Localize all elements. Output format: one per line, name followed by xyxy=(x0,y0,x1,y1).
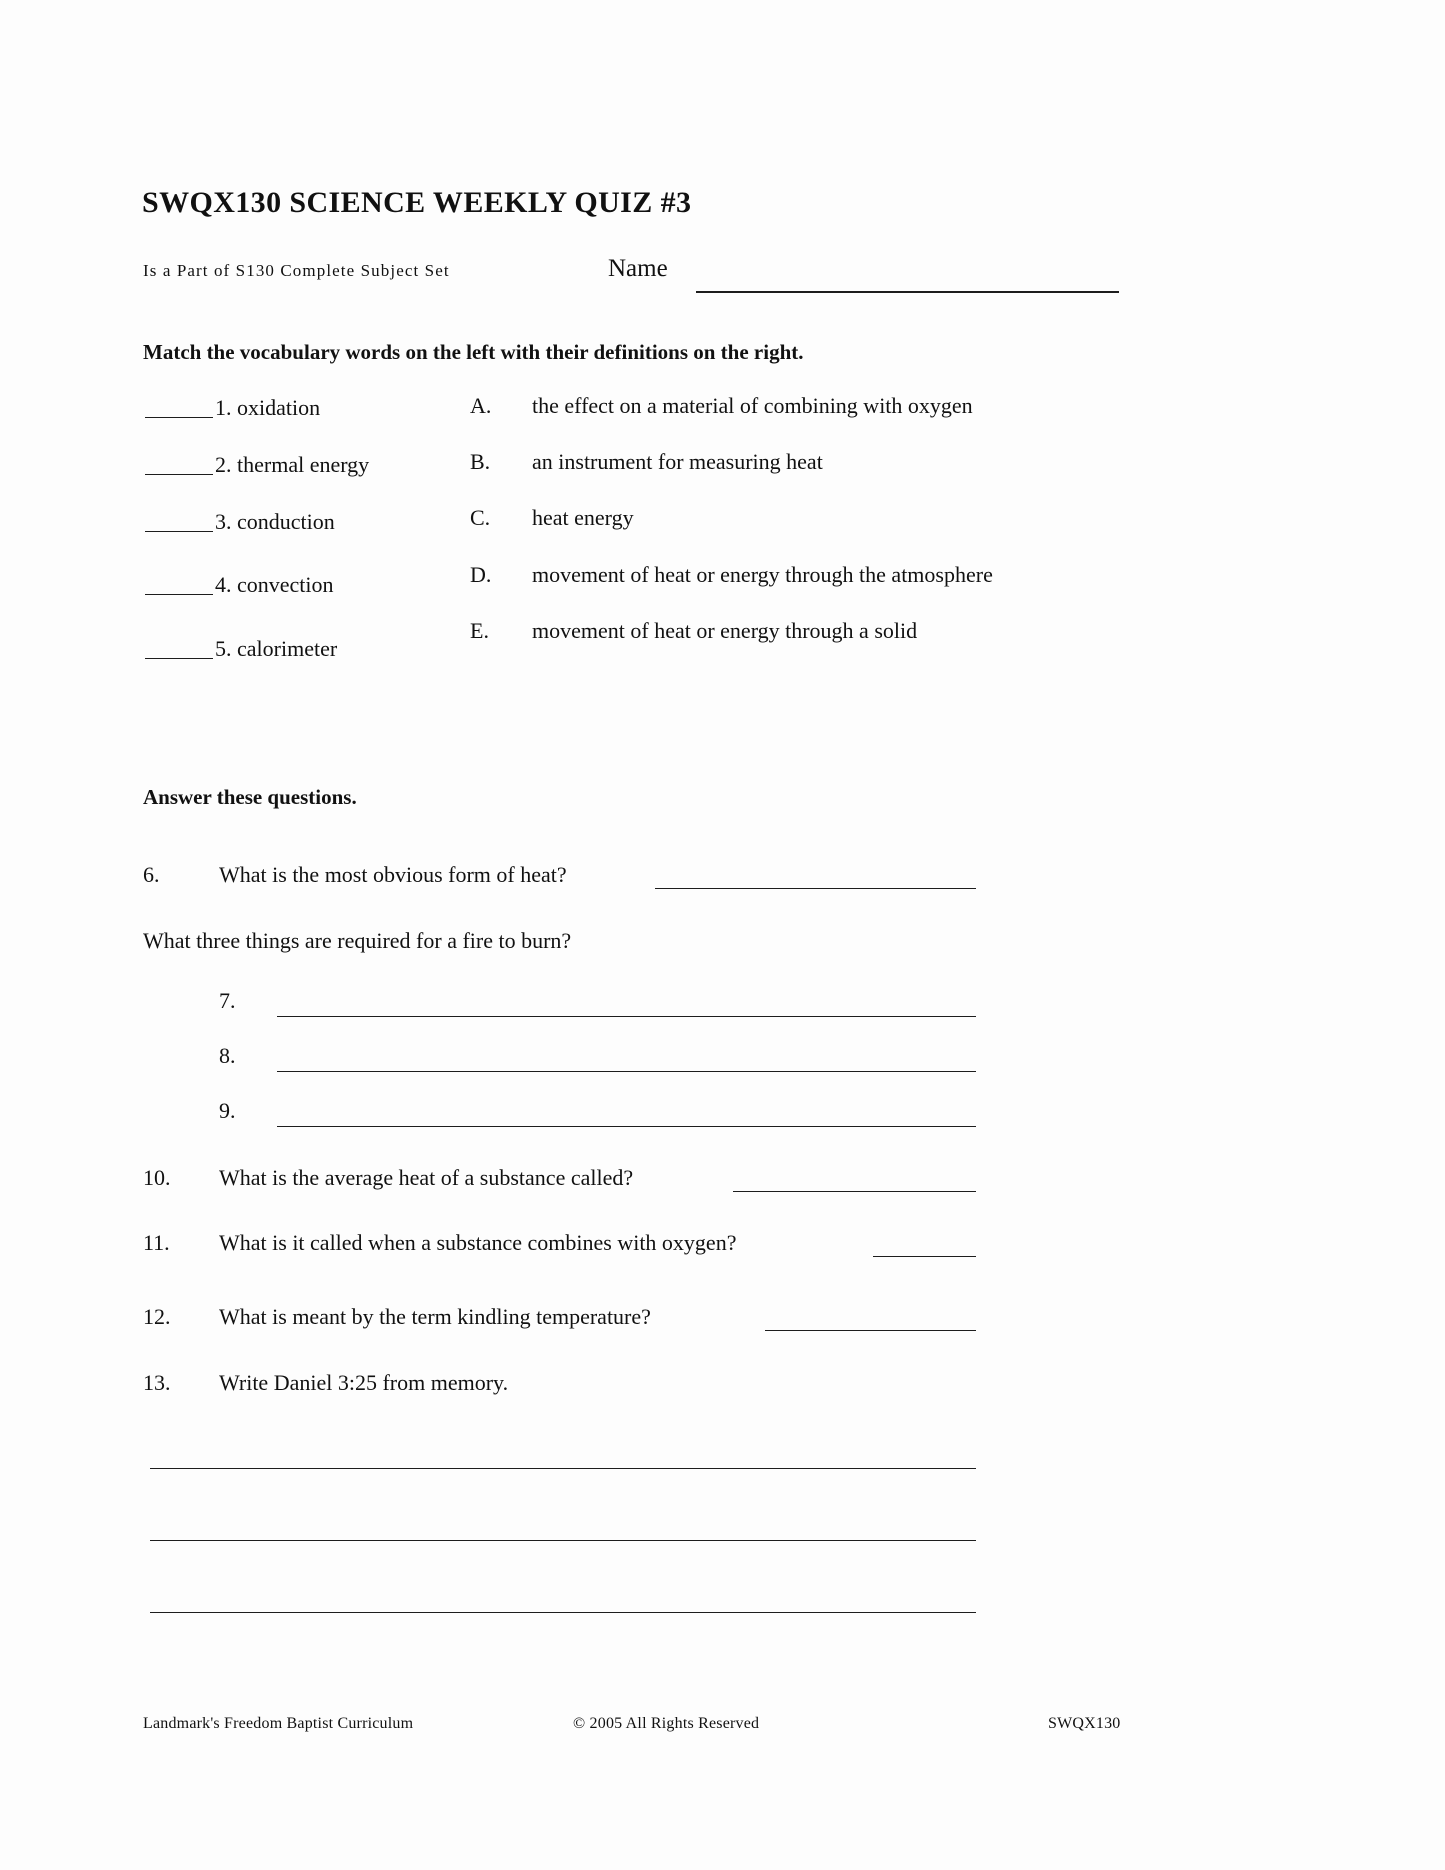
question-7: 7. xyxy=(219,988,236,1013)
fire-prompt: What three things are required for a fire to burn? xyxy=(143,928,572,953)
question-13 xyxy=(143,1370,508,1396)
question-text-13: Write Daniel 3:25 from memory. xyxy=(219,1370,509,1395)
question-number-11: 11. xyxy=(143,1230,170,1255)
vocab-word-2: thermal energy xyxy=(237,452,370,477)
definition-text-e: movement of heat or energy through a solid xyxy=(532,618,918,643)
vocab-word-1: oxidation xyxy=(237,395,321,420)
name-label: Name xyxy=(608,255,668,282)
answer-line-11[interactable] xyxy=(873,1256,976,1257)
definition-item-b xyxy=(470,449,823,475)
question-number-10: 10. xyxy=(143,1165,171,1190)
name-input-line[interactable] xyxy=(696,291,1119,293)
answer-line-10[interactable] xyxy=(733,1191,976,1192)
answer-line-6[interactable] xyxy=(655,888,976,889)
answer-line-13-2[interactable] xyxy=(150,1540,976,1541)
page-title: SWQX130 SCIENCE WEEKLY QUIZ #3 xyxy=(142,186,692,219)
question-11 xyxy=(143,1230,736,1256)
definition-text-c: heat energy xyxy=(532,505,634,530)
footer-code: SWQX130 xyxy=(1048,1715,1121,1732)
vocab-item-2 xyxy=(145,452,369,478)
definition-letter-a: A. xyxy=(470,393,492,418)
question-9: 9. xyxy=(219,1098,236,1123)
question-12 xyxy=(143,1304,651,1330)
question-number-13: 13. xyxy=(143,1370,171,1395)
definition-text-b: an instrument for measuring heat xyxy=(532,449,823,474)
vocab-item-3 xyxy=(145,509,335,535)
question-text-11: What is it called when a substance combines with oxygen? xyxy=(219,1230,737,1255)
vocab-number-1: 1. xyxy=(215,395,232,420)
definition-text-a: the effect on a material of combining with oxygen xyxy=(532,393,973,418)
answer-line-12[interactable] xyxy=(765,1330,976,1331)
definition-letter-d: D. xyxy=(470,562,492,587)
vocab-word-3: conduction xyxy=(237,509,335,534)
match-answer-blank-2[interactable] xyxy=(145,474,213,475)
question-number-6: 6. xyxy=(143,862,160,887)
question-number-12: 12. xyxy=(143,1304,171,1329)
vocab-item-4 xyxy=(145,572,334,598)
question-text-10: What is the average heat of a substance called? xyxy=(219,1165,634,1190)
answer-instruction: Answer these questions. xyxy=(143,785,357,809)
footer-curriculum: Landmark's Freedom Baptist Curriculum xyxy=(143,1715,414,1732)
question-text-12: What is meant by the term kindling temperature? xyxy=(219,1304,651,1329)
definition-item-d xyxy=(470,562,993,588)
definition-text-d: movement of heat or energy through the atmosphere xyxy=(532,562,993,587)
answer-line-7[interactable] xyxy=(277,1016,976,1017)
definition-item-c xyxy=(470,505,634,531)
match-answer-blank-5[interactable] xyxy=(145,658,213,659)
answer-line-13-1[interactable] xyxy=(150,1468,976,1469)
subject-set-note: Is a Part of S130 Complete Subject Set xyxy=(143,261,450,280)
question-8: 8. xyxy=(219,1043,236,1068)
vocab-word-5: calorimeter xyxy=(237,636,338,661)
answer-line-8[interactable] xyxy=(277,1071,976,1072)
matching-instruction: Match the vocabulary words on the left with their definitions on the right. xyxy=(143,340,804,364)
match-answer-blank-4[interactable] xyxy=(145,594,213,595)
vocab-number-2: 2. xyxy=(215,452,232,477)
definition-letter-c: C. xyxy=(470,505,491,530)
question-6 xyxy=(143,862,567,888)
vocab-word-4: convection xyxy=(237,572,334,597)
vocab-number-5: 5. xyxy=(215,636,232,661)
footer-copyright: © 2005 All Rights Reserved xyxy=(573,1715,760,1732)
match-answer-blank-1[interactable] xyxy=(145,417,213,418)
definition-letter-e: E. xyxy=(470,618,489,643)
definition-item-a xyxy=(470,393,973,419)
answer-line-13-3[interactable] xyxy=(150,1612,976,1613)
header-subtitle-row xyxy=(143,255,1243,295)
vocab-item-5 xyxy=(145,636,337,662)
vocab-number-4: 4. xyxy=(215,572,232,597)
match-answer-blank-3[interactable] xyxy=(145,531,213,532)
answer-line-9[interactable] xyxy=(277,1126,976,1127)
vocab-item-1 xyxy=(145,395,320,421)
question-10 xyxy=(143,1165,633,1191)
definition-letter-b: B. xyxy=(470,449,491,474)
vocab-number-3: 3. xyxy=(215,509,232,534)
definition-item-e xyxy=(470,618,917,644)
question-text-6: What is the most obvious form of heat? xyxy=(219,862,567,887)
